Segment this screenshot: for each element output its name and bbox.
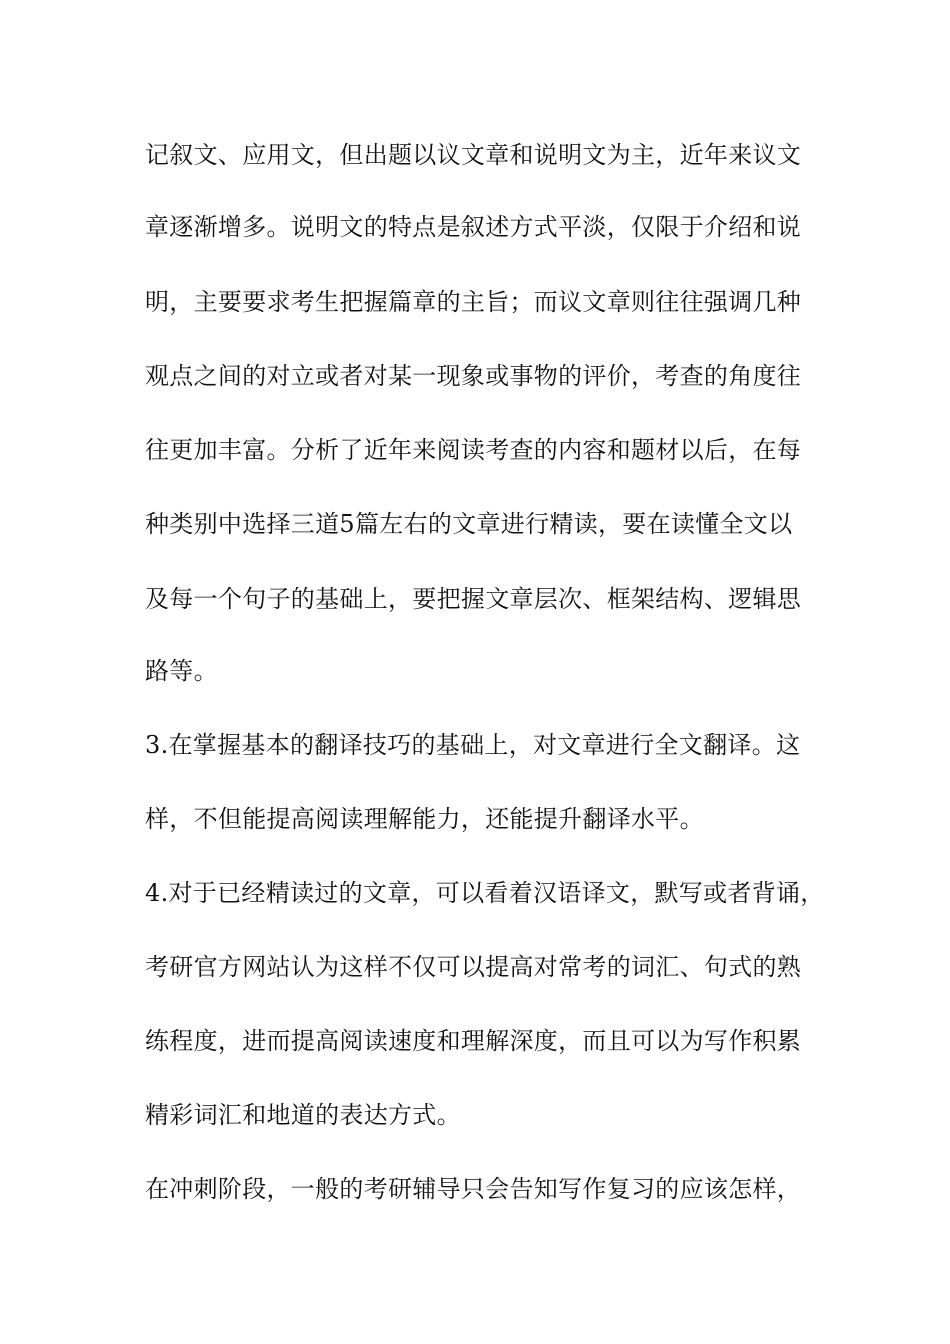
text-line-7: 及每一个句子的基础上，要把握文章层次、框架结构、逻辑思 <box>145 585 802 613</box>
text-line-13: 练程度，进而提高阅读速度和理解深度，而且可以为写作积累 <box>145 1027 802 1055</box>
text-line-14: 精彩词汇和地道的表达方式。 <box>145 1101 461 1129</box>
text-line-12: 考研官方网站认为这样不仅可以提高对常考的词汇、句式的熟 <box>145 953 802 981</box>
text-line-2: 章逐渐增多。说明文的特点是叙述方式平淡，仅限于介绍和说 <box>145 213 802 241</box>
text-line-11: 4.对于已经精读过的文章，可以看着汉语译文，默写或者背诵， <box>145 879 825 907</box>
text-line-4: 观点之间的对立或者对某一现象或事物的评价，考查的角度往 <box>145 362 802 390</box>
text-line-3: 明，主要要求考生把握篇章的主旨；而议文章则往往强调几种 <box>145 288 802 316</box>
text-line-15: 在冲刺阶段，一般的考研辅导只会告知写作复习的应该怎样， <box>145 1175 802 1203</box>
text-line-1: 记叙文、应用文，但出题以议文章和说明文为主，近年来议文 <box>145 141 802 169</box>
text-line-10: 样，不但能提高阅读理解能力，还能提升翻译水平。 <box>145 805 704 833</box>
text-line-5: 往更加丰富。分析了近年来阅读考查的内容和题材以后，在每 <box>145 436 802 464</box>
text-line-9: 3.在掌握基本的翻译技巧的基础上，对文章进行全文翻译。这 <box>145 731 801 759</box>
text-line-6: 种类别中选择三道5篇左右的文章进行精读，要在读懂全文以 <box>145 510 793 538</box>
text-line-8: 路等。 <box>145 657 218 685</box>
